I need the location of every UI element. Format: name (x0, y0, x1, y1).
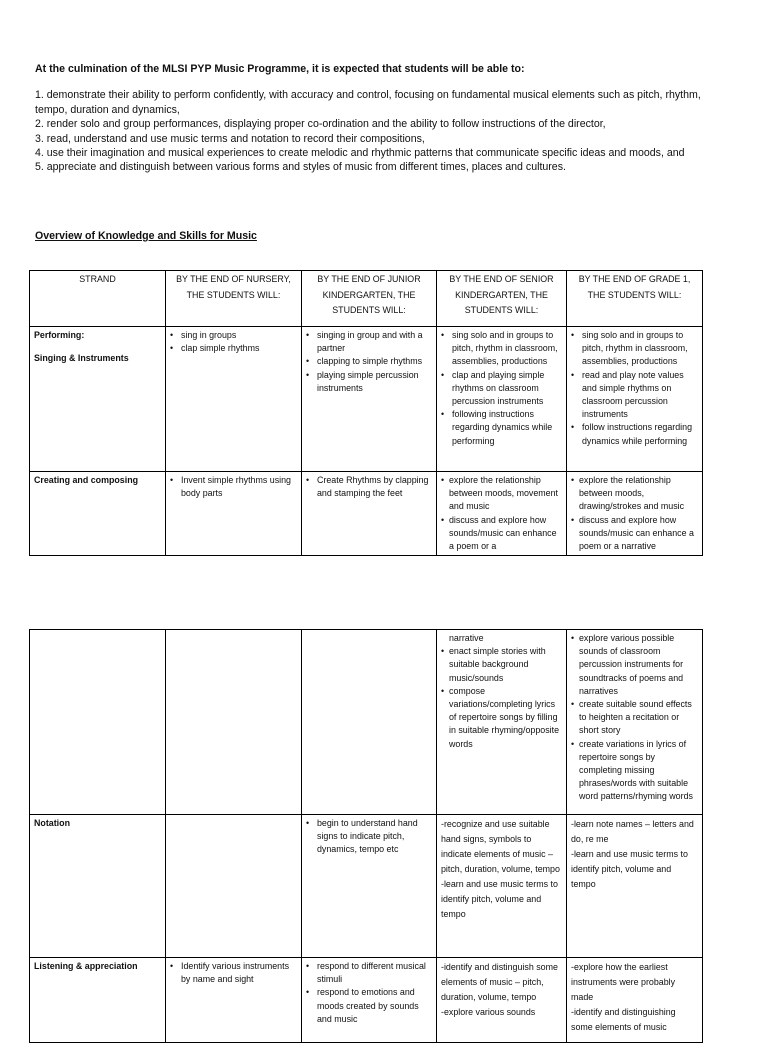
objective-4: 4. use their imagination and musical experiences to create melodic and rhythmic patterns that communicate specific ideas and moods, and (35, 147, 685, 160)
strand-label: Notation (34, 818, 70, 828)
listening-text: -explore how the earliest instruments were probably made -identify and distinguishing some elements of music (571, 962, 676, 1032)
list-item: • Identify various instruments by name and sight (170, 960, 297, 986)
list-item: • clap simple rhythms (170, 342, 297, 355)
listening-text: -identify and distinguish some elements of music – pitch, duration, volume, tempo -explore various sounds (441, 962, 558, 1017)
strand-label: Creating and composing (34, 475, 139, 485)
nursery-cell (166, 630, 302, 815)
strand-cell (30, 630, 166, 815)
list-item: • explore the relationship between moods, drawing/strokes and music (571, 474, 698, 514)
junior-kg-cell (302, 327, 437, 472)
junior-kg-cell (302, 630, 437, 815)
list-item: • explore the relationship between moods, movement and music (441, 474, 562, 514)
list-item: • discuss and explore how sounds/music can enhance a poem or a (441, 514, 562, 554)
objective-1: 1. demonstrate their ability to perform confidently, with accuracy and control, focusing on fundamental musical elements such as pitch, rhythm, tempo, duration and dynamics, (35, 89, 701, 116)
nursery-cell (166, 472, 302, 556)
header-senior-kg: BY THE END OF SENIOR KINDERGARTEN, THE STUDENTS WILL: (437, 271, 567, 327)
skills-table-page1 (29, 270, 703, 556)
header-grade1: BY THE END OF GRADE 1, THE STUDENTS WILL: (567, 271, 703, 327)
table-row (30, 327, 703, 472)
nursery-cell (166, 958, 302, 1043)
strand-sublabel: Singing & Instruments (34, 353, 129, 364)
list-item: • begin to understand hand signs to indicate pitch, dynamics, tempo etc (306, 817, 432, 857)
grade1-cell (567, 327, 703, 472)
junior-kg-cell (302, 958, 437, 1043)
senior-kg-cell (437, 958, 567, 1043)
grade1-cell (567, 630, 703, 815)
list-item: • respond to emotions and moods created by sounds and music (306, 986, 432, 1026)
list-item: • follow instructions regarding dynamics while performing (571, 421, 698, 447)
table-row (30, 630, 703, 815)
strand-cell (30, 958, 166, 1043)
grade1-cell (567, 958, 703, 1043)
list-item: • sing solo and in groups to pitch, rhythm in classroom, assemblies, productions (571, 329, 698, 369)
senior-kg-cell (437, 327, 567, 472)
notation-text: -recognize and use suitable hand signs, symbols to indicate elements of music – pitch, duration, volume, tempo -learn and use music terms to identify pitch, volume and tempo (441, 819, 560, 919)
list-item: • playing simple percussion instruments (306, 369, 432, 395)
list-item: • singing in group and with a partner (306, 329, 432, 355)
intro-heading: At the culmination of the MLSI PYP Music Programme, it is expected that students will be able to: (35, 63, 525, 75)
grade1-cell (567, 472, 703, 556)
list-item: • Create Rhythms by clapping and stamping the feet (306, 474, 432, 500)
senior-kg-cell (437, 815, 567, 958)
nursery-cell (166, 815, 302, 958)
objective-2: 2. render solo and group performances, displaying proper co-ordination and the ability to follow instructions of the director, (35, 118, 606, 131)
nursery-cell (166, 327, 302, 472)
list-item: • clap and playing simple rhythms on classroom percussion instruments (441, 369, 562, 409)
objective-5: 5. appreciate and distinguish between various forms and styles of music from different times, places and cultures. (35, 161, 566, 174)
junior-kg-cell (302, 472, 437, 556)
list-item: • Invent simple rhythms using body parts (170, 474, 297, 500)
table-header-row (30, 271, 703, 327)
list-item: • explore various possible sounds of classroom percussion instruments for soundtracks of poems and narratives (571, 632, 698, 698)
notation-text: -learn note names – letters and do, re me -learn and use music terms to identify pitch, volume and tempo (571, 819, 694, 889)
header-strand: STRAND (30, 271, 166, 327)
header-nursery: BY THE END OF NURSERY, THE STUDENTS WILL: (166, 271, 302, 327)
strand-cell (30, 327, 166, 472)
senior-kg-cell (437, 472, 567, 556)
header-junior-kg: BY THE END OF JUNIOR KINDERGARTEN, THE STUDENTS WILL: (302, 271, 437, 327)
grade1-cell (567, 815, 703, 958)
list-item: • following instructions regarding dynamics while performing (441, 408, 562, 448)
strand-cell (30, 472, 166, 556)
overview-title: Overview of Knowledge and Skills for Music (35, 230, 257, 242)
table-row (30, 472, 703, 556)
table-row (30, 815, 703, 958)
list-item: • create suitable sound effects to heighten a recitation or short story (571, 698, 698, 738)
skills-table-page2 (29, 629, 703, 1043)
junior-kg-cell (302, 815, 437, 958)
objective-3: 3. read, understand and use music terms and notation to record their compositions, (35, 132, 425, 145)
strand-label: Listening & appreciation (34, 961, 138, 971)
continued-text: narrative (449, 633, 484, 643)
table-row (30, 958, 703, 1043)
senior-kg-cell (437, 630, 567, 815)
list-item: • enact simple stories with suitable background music/sounds (441, 645, 562, 685)
list-item: • sing in groups (170, 329, 297, 342)
strand-cell (30, 815, 166, 958)
strand-label: Performing: (34, 330, 85, 340)
list-item: • sing solo and in groups to pitch, rhythm in classroom, assemblies, productions (441, 329, 562, 369)
list-item: • respond to different musical stimuli (306, 960, 432, 986)
list-item: • create variations in lyrics of repertoire songs by completing missing phrases/words with suitable word patterns/rhyming words (571, 738, 698, 804)
list-item: • discuss and explore how sounds/music can enhance a poem or a narrative (571, 514, 698, 554)
intro-section (35, 62, 735, 175)
list-item: • compose variations/completing lyrics of repertoire songs by filling in suitable rhyming/opposite words (441, 685, 562, 751)
list-item: • clapping to simple rhythms (306, 355, 432, 368)
list-item: • read and play note values and simple rhythms on classroom percussion instruments (571, 369, 698, 422)
